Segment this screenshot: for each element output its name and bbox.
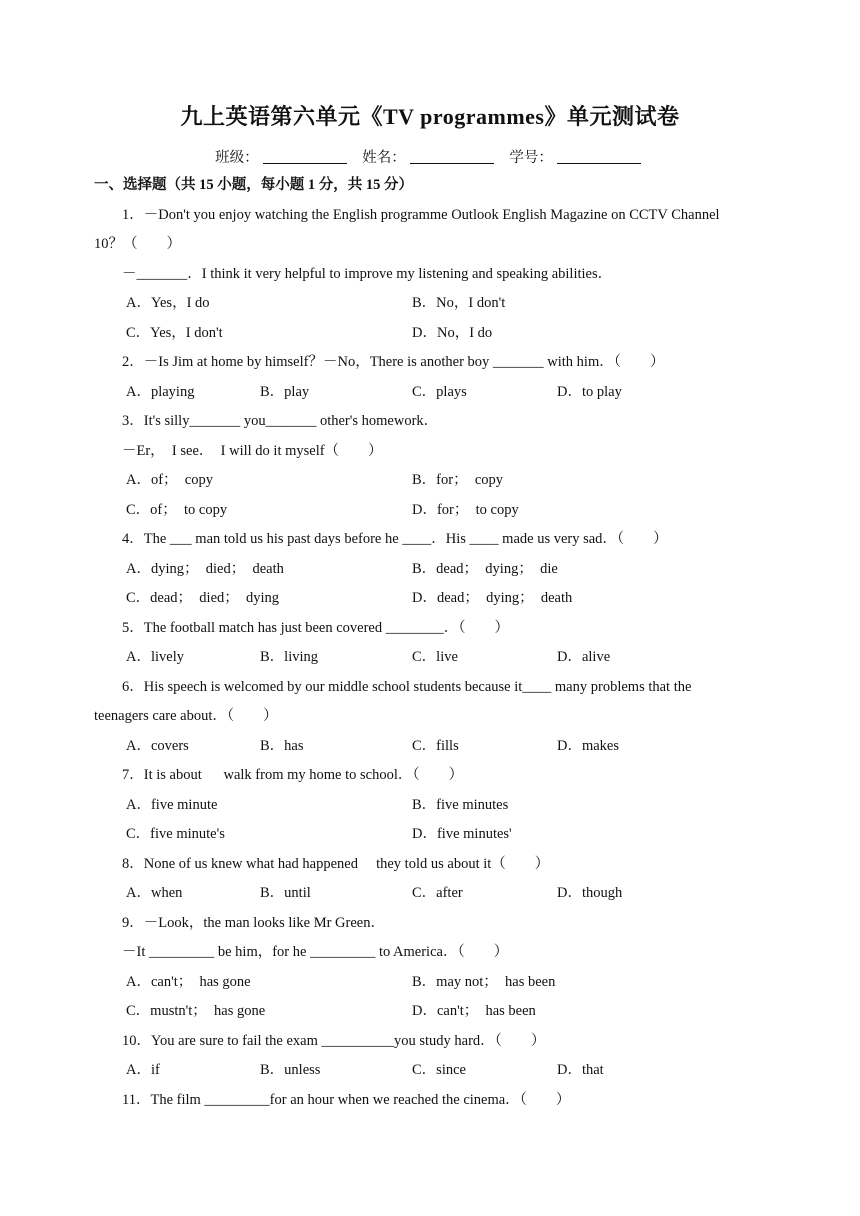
question-1-dialog: －_______．I think it very helpful to improve my listening and speaking abilities． bbox=[122, 266, 613, 282]
question-2-option-c[interactable]: C．plays bbox=[412, 384, 467, 400]
question-9-stem: 9．－Look，the man looks like Mr Green． bbox=[122, 915, 385, 931]
question-1-stem-cont: 10？（ ） bbox=[94, 236, 181, 252]
question-5-option-a[interactable]: A．lively bbox=[126, 649, 184, 665]
question-10-option-d[interactable]: D．that bbox=[557, 1062, 604, 1078]
question-8-option-c[interactable]: C．after bbox=[412, 885, 463, 901]
question-6-stem-cont: teenagers care about．（ ） bbox=[94, 708, 278, 724]
question-1-option-c[interactable]: C．Yes，I don't bbox=[126, 325, 223, 341]
question-6-stem: 6．His speech is welcomed by our middle school students because it____ many problems that the bbox=[122, 679, 692, 695]
question-8-option-a[interactable]: A．when bbox=[126, 885, 183, 901]
question-2-option-a[interactable]: A．playing bbox=[126, 384, 195, 400]
question-7-option-a[interactable]: A．five minute bbox=[126, 797, 218, 813]
question-9-option-c[interactable]: C．mustn't； has gone bbox=[126, 1003, 266, 1019]
question-7-stem: 7．It is about walk from my home to school．（ ） bbox=[122, 767, 464, 783]
question-1-option-a[interactable]: A．Yes，I do bbox=[126, 295, 210, 311]
id-label: 学号： bbox=[509, 150, 553, 166]
question-4-option-c[interactable]: C．dead； died； dying bbox=[126, 590, 280, 606]
question-9-option-a[interactable]: A．can't； has gone bbox=[126, 974, 251, 990]
question-8-option-d[interactable]: D．though bbox=[557, 885, 623, 901]
section-title: 一、选择题（共 15 小题，每小题 1 分，共 15 分） bbox=[94, 177, 413, 193]
question-10-option-a[interactable]: A．if bbox=[126, 1062, 160, 1078]
question-10-option-c[interactable]: C．since bbox=[412, 1062, 466, 1078]
question-7-option-d[interactable]: D．five minutes' bbox=[412, 826, 512, 842]
question-7-option-b[interactable]: B．five minutes bbox=[412, 797, 509, 813]
question-2-option-d[interactable]: D．to play bbox=[557, 384, 622, 400]
question-6-option-a[interactable]: A．covers bbox=[126, 738, 189, 754]
question-9-option-b[interactable]: B．may not； has been bbox=[412, 974, 556, 990]
class-blank[interactable] bbox=[263, 149, 347, 164]
question-1-option-d[interactable]: D．No，I do bbox=[412, 325, 493, 341]
question-6-option-d[interactable]: D．makes bbox=[557, 738, 620, 754]
question-5-stem: 5．The football match has just been covered ________．（ ） bbox=[122, 620, 509, 636]
question-5-option-d[interactable]: D．alive bbox=[557, 649, 611, 665]
question-7-option-c[interactable]: C．five minute's bbox=[126, 826, 225, 842]
question-8-option-b[interactable]: B．until bbox=[260, 885, 311, 901]
name-label: 姓名： bbox=[362, 150, 406, 166]
question-4-stem: 4．The ___ man told us his past days before he ____．His ____ made us very sad．（ ） bbox=[122, 531, 668, 547]
question-10-option-b[interactable]: B．unless bbox=[260, 1062, 321, 1078]
question-4-option-a[interactable]: A．dying； died； death bbox=[126, 561, 284, 577]
question-1-stem: 1．－Don't you enjoy watching the English programme Outlook English Magazine on CCTV Channel bbox=[122, 207, 720, 223]
question-5-option-c[interactable]: C．live bbox=[412, 649, 458, 665]
question-3-stem: 3．It's silly_______ you_______ other's homework． bbox=[122, 413, 439, 429]
question-6-option-b[interactable]: B．has bbox=[260, 738, 304, 754]
question-8-stem: 8．None of us knew what had happened they told us about it（ ） bbox=[122, 856, 550, 872]
question-5-option-b[interactable]: B．living bbox=[260, 649, 319, 665]
question-9-option-d[interactable]: D．can't； has been bbox=[412, 1003, 536, 1019]
question-2-stem: 2．－Is Jim at home by himself？－No，There is another boy _______ with him．（ ） bbox=[122, 354, 665, 370]
student-info-line bbox=[0, 146, 860, 167]
id-blank[interactable] bbox=[557, 149, 641, 164]
name-blank[interactable] bbox=[410, 149, 494, 164]
question-11-stem: 11．The film _________for an hour when we reached the cinema．（ ） bbox=[122, 1092, 571, 1108]
question-4-option-b[interactable]: B．dead； dying； die bbox=[412, 561, 558, 577]
question-2-option-b[interactable]: B．play bbox=[260, 384, 310, 400]
question-3-option-b[interactable]: B．for； copy bbox=[412, 472, 504, 488]
class-label: 班级： bbox=[215, 150, 259, 166]
question-9-dialog: －It _________ be him，for he _________ to America．（ ） bbox=[122, 944, 509, 960]
question-3-option-a[interactable]: A．of； copy bbox=[126, 472, 213, 488]
question-3-option-d[interactable]: D．for； to copy bbox=[412, 502, 519, 518]
question-10-stem: 10．You are sure to fail the exam __________you study hard．（ ） bbox=[122, 1033, 546, 1049]
question-4-option-d[interactable]: D．dead； dying； death bbox=[412, 590, 573, 606]
question-3-dialog: －Er， I see． I will do it myself（ ） bbox=[122, 443, 383, 459]
question-3-option-c[interactable]: C．of； to copy bbox=[126, 502, 228, 518]
question-6-option-c[interactable]: C．fills bbox=[412, 738, 459, 754]
page-title: 九上英语第六单元《TV programmes》单元测试卷 bbox=[180, 104, 680, 129]
question-1-option-b[interactable]: B．No，I don't bbox=[412, 295, 506, 311]
